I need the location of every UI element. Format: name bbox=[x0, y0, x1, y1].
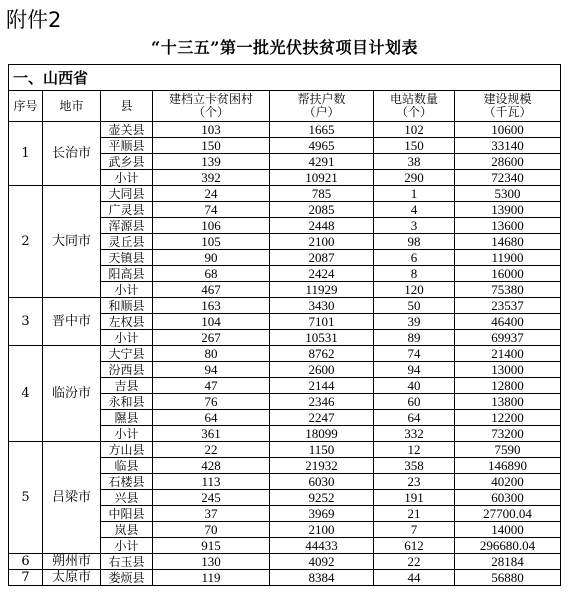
cell-households: 3969 bbox=[270, 506, 374, 522]
cell-county: 石楼县 bbox=[101, 474, 153, 490]
cell-villages: 139 bbox=[153, 154, 270, 170]
cell-stations: 102 bbox=[374, 122, 455, 138]
cell-county: 汾西县 bbox=[101, 362, 153, 378]
cell-county: 隰县 bbox=[101, 410, 153, 426]
row-city: 大同市 bbox=[43, 186, 101, 298]
header-stations-line1: 电站数量 bbox=[389, 92, 438, 106]
cell-county: 兴县 bbox=[101, 490, 153, 506]
cell-villages: 163 bbox=[153, 298, 270, 314]
cell-stations: 8 bbox=[374, 266, 455, 282]
cell-stations: 39 bbox=[374, 314, 455, 330]
cell-capacity: 7590 bbox=[455, 442, 561, 458]
cell-county: 大宁县 bbox=[101, 346, 153, 362]
header-households bbox=[270, 91, 374, 122]
cell-households: 4092 bbox=[270, 554, 374, 570]
cell-capacity: 5300 bbox=[455, 186, 561, 202]
header-row bbox=[9, 91, 561, 122]
table-row bbox=[9, 554, 561, 570]
cell-households: 21932 bbox=[270, 458, 374, 474]
cell-households: 9252 bbox=[270, 490, 374, 506]
cell-county: 小计 bbox=[101, 282, 153, 298]
table-row bbox=[9, 298, 561, 314]
cell-households: 4965 bbox=[270, 138, 374, 154]
cell-county: 灵丘县 bbox=[101, 234, 153, 250]
row-seq: 5 bbox=[9, 442, 43, 554]
cell-villages: 428 bbox=[153, 458, 270, 474]
cell-stations: 4 bbox=[374, 202, 455, 218]
cell-villages: 64 bbox=[153, 410, 270, 426]
cell-capacity: 28600 bbox=[455, 154, 561, 170]
cell-households: 44433 bbox=[270, 538, 374, 554]
cell-villages: 90 bbox=[153, 250, 270, 266]
row-city: 朔州市 bbox=[43, 554, 101, 570]
cell-households: 1150 bbox=[270, 442, 374, 458]
cell-stations: 120 bbox=[374, 282, 455, 298]
cell-stations: 12 bbox=[374, 442, 455, 458]
row-seq: 1 bbox=[9, 122, 43, 186]
cell-households: 2100 bbox=[270, 522, 374, 538]
row-seq: 6 bbox=[9, 554, 43, 570]
cell-villages: 361 bbox=[153, 426, 270, 442]
cell-county: 大同县 bbox=[101, 186, 153, 202]
cell-capacity: 146890 bbox=[455, 458, 561, 474]
table-row bbox=[9, 442, 561, 458]
row-city: 临汾市 bbox=[43, 346, 101, 442]
cell-stations: 7 bbox=[374, 522, 455, 538]
cell-stations: 290 bbox=[374, 170, 455, 186]
header-villages-line2: （个） bbox=[192, 105, 229, 119]
cell-stations: 94 bbox=[374, 362, 455, 378]
cell-capacity: 60300 bbox=[455, 490, 561, 506]
cell-capacity: 13900 bbox=[455, 202, 561, 218]
cell-county: 临县 bbox=[101, 458, 153, 474]
cell-households: 2087 bbox=[270, 250, 374, 266]
cell-county: 广灵县 bbox=[101, 202, 153, 218]
cell-county: 浑源县 bbox=[101, 218, 153, 234]
cell-capacity: 69937 bbox=[455, 330, 561, 346]
cell-villages: 103 bbox=[153, 122, 270, 138]
cell-households: 8384 bbox=[270, 570, 374, 586]
header-households-line2: （户） bbox=[303, 105, 340, 119]
cell-households: 2085 bbox=[270, 202, 374, 218]
cell-villages: 70 bbox=[153, 522, 270, 538]
cell-county: 小计 bbox=[101, 426, 153, 442]
cell-stations: 3 bbox=[374, 218, 455, 234]
cell-households: 1665 bbox=[270, 122, 374, 138]
cell-capacity: 46400 bbox=[455, 314, 561, 330]
cell-county: 和顺县 bbox=[101, 298, 153, 314]
cell-households: 10921 bbox=[270, 170, 374, 186]
attachment-label: 附件2 bbox=[6, 8, 62, 32]
cell-stations: 40 bbox=[374, 378, 455, 394]
cell-villages: 130 bbox=[153, 554, 270, 570]
province-row bbox=[9, 65, 561, 91]
header-capacity bbox=[455, 91, 561, 122]
header-villages bbox=[153, 91, 270, 122]
cell-capacity: 296680.04 bbox=[455, 538, 561, 554]
cell-stations: 50 bbox=[374, 298, 455, 314]
cell-capacity: 28184 bbox=[455, 554, 561, 570]
cell-stations: 332 bbox=[374, 426, 455, 442]
cell-villages: 47 bbox=[153, 378, 270, 394]
cell-county: 娄烦县 bbox=[101, 570, 153, 586]
cell-villages: 113 bbox=[153, 474, 270, 490]
header-stations-line2: （个） bbox=[395, 105, 432, 119]
cell-households: 4291 bbox=[270, 154, 374, 170]
cell-county: 平顺县 bbox=[101, 138, 153, 154]
header-capacity-line2: （千瓦） bbox=[483, 105, 532, 119]
cell-county: 方山县 bbox=[101, 442, 153, 458]
cell-county: 左权县 bbox=[101, 314, 153, 330]
cell-households: 2247 bbox=[270, 410, 374, 426]
row-city: 晋中市 bbox=[43, 298, 101, 346]
cell-stations: 21 bbox=[374, 506, 455, 522]
cell-capacity: 33140 bbox=[455, 138, 561, 154]
document-title: “十三五”第一批光伏扶贫项目计划表 bbox=[151, 38, 418, 57]
cell-households: 2100 bbox=[270, 234, 374, 250]
row-city: 长治市 bbox=[43, 122, 101, 186]
cell-county: 中阳县 bbox=[101, 506, 153, 522]
cell-stations: 612 bbox=[374, 538, 455, 554]
row-city: 吕梁市 bbox=[43, 442, 101, 554]
cell-capacity: 27700.04 bbox=[455, 506, 561, 522]
cell-county: 武乡县 bbox=[101, 154, 153, 170]
cell-villages: 74 bbox=[153, 202, 270, 218]
cell-capacity: 23537 bbox=[455, 298, 561, 314]
cell-stations: 191 bbox=[374, 490, 455, 506]
cell-capacity: 21400 bbox=[455, 346, 561, 362]
cell-capacity: 13800 bbox=[455, 394, 561, 410]
cell-households: 11929 bbox=[270, 282, 374, 298]
plan-table bbox=[8, 64, 561, 586]
cell-county: 天镇县 bbox=[101, 250, 153, 266]
cell-villages: 267 bbox=[153, 330, 270, 346]
cell-county: 吉县 bbox=[101, 378, 153, 394]
cell-stations: 89 bbox=[374, 330, 455, 346]
cell-capacity: 13600 bbox=[455, 218, 561, 234]
cell-capacity: 14000 bbox=[455, 522, 561, 538]
row-seq: 7 bbox=[9, 570, 43, 586]
cell-stations: 358 bbox=[374, 458, 455, 474]
cell-households: 18099 bbox=[270, 426, 374, 442]
cell-capacity: 13000 bbox=[455, 362, 561, 378]
province-name: 一、山西省 bbox=[9, 65, 561, 91]
cell-villages: 119 bbox=[153, 570, 270, 586]
cell-capacity: 12800 bbox=[455, 378, 561, 394]
cell-households: 10531 bbox=[270, 330, 374, 346]
cell-county: 岚县 bbox=[101, 522, 153, 538]
table-row bbox=[9, 186, 561, 202]
cell-county: 小计 bbox=[101, 330, 153, 346]
cell-villages: 80 bbox=[153, 346, 270, 362]
cell-villages: 22 bbox=[153, 442, 270, 458]
header-households-line1: 帮扶户数 bbox=[297, 92, 346, 106]
cell-households: 2424 bbox=[270, 266, 374, 282]
row-seq: 3 bbox=[9, 298, 43, 346]
cell-stations: 23 bbox=[374, 474, 455, 490]
cell-capacity: 12200 bbox=[455, 410, 561, 426]
cell-county: 壶关县 bbox=[101, 122, 153, 138]
cell-county: 阳高县 bbox=[101, 266, 153, 282]
row-city: 太原市 bbox=[43, 570, 101, 586]
cell-county: 右玉县 bbox=[101, 554, 153, 570]
cell-villages: 24 bbox=[153, 186, 270, 202]
cell-households: 2600 bbox=[270, 362, 374, 378]
header-city: 地市 bbox=[43, 91, 101, 122]
cell-stations: 1 bbox=[374, 186, 455, 202]
cell-stations: 150 bbox=[374, 138, 455, 154]
cell-villages: 105 bbox=[153, 234, 270, 250]
cell-villages: 245 bbox=[153, 490, 270, 506]
cell-stations: 60 bbox=[374, 394, 455, 410]
cell-stations: 22 bbox=[374, 554, 455, 570]
header-villages-line1: 建档立卡贫困村 bbox=[168, 92, 253, 106]
cell-stations: 74 bbox=[374, 346, 455, 362]
header-stations bbox=[374, 91, 455, 122]
cell-households: 2144 bbox=[270, 378, 374, 394]
cell-households: 3430 bbox=[270, 298, 374, 314]
cell-county: 小计 bbox=[101, 538, 153, 554]
table-row bbox=[9, 570, 561, 586]
cell-villages: 104 bbox=[153, 314, 270, 330]
cell-households: 7101 bbox=[270, 314, 374, 330]
cell-capacity: 40200 bbox=[455, 474, 561, 490]
cell-villages: 76 bbox=[153, 394, 270, 410]
table-row bbox=[9, 122, 561, 138]
header-capacity-line1: 建设规模 bbox=[483, 92, 532, 106]
row-seq: 4 bbox=[9, 346, 43, 442]
cell-capacity: 72340 bbox=[455, 170, 561, 186]
header-seq: 序号 bbox=[9, 91, 43, 122]
cell-stations: 38 bbox=[374, 154, 455, 170]
cell-stations: 98 bbox=[374, 234, 455, 250]
cell-stations: 64 bbox=[374, 410, 455, 426]
cell-households: 8762 bbox=[270, 346, 374, 362]
cell-capacity: 56880 bbox=[455, 570, 561, 586]
cell-villages: 37 bbox=[153, 506, 270, 522]
cell-villages: 392 bbox=[153, 170, 270, 186]
cell-households: 6030 bbox=[270, 474, 374, 490]
cell-stations: 6 bbox=[374, 250, 455, 266]
cell-villages: 915 bbox=[153, 538, 270, 554]
cell-capacity: 16000 bbox=[455, 266, 561, 282]
cell-stations: 44 bbox=[374, 570, 455, 586]
row-seq: 2 bbox=[9, 186, 43, 298]
table-row bbox=[9, 346, 561, 362]
cell-villages: 106 bbox=[153, 218, 270, 234]
cell-villages: 68 bbox=[153, 266, 270, 282]
plan-table-body bbox=[9, 122, 561, 586]
cell-capacity: 10600 bbox=[455, 122, 561, 138]
cell-county: 永和县 bbox=[101, 394, 153, 410]
cell-villages: 467 bbox=[153, 282, 270, 298]
cell-villages: 150 bbox=[153, 138, 270, 154]
cell-capacity: 11900 bbox=[455, 250, 561, 266]
cell-county: 小计 bbox=[101, 170, 153, 186]
cell-households: 785 bbox=[270, 186, 374, 202]
cell-capacity: 14680 bbox=[455, 234, 561, 250]
cell-households: 2448 bbox=[270, 218, 374, 234]
cell-households: 2346 bbox=[270, 394, 374, 410]
header-county: 县 bbox=[101, 91, 153, 122]
cell-capacity: 75380 bbox=[455, 282, 561, 298]
cell-capacity: 73200 bbox=[455, 426, 561, 442]
cell-villages: 94 bbox=[153, 362, 270, 378]
